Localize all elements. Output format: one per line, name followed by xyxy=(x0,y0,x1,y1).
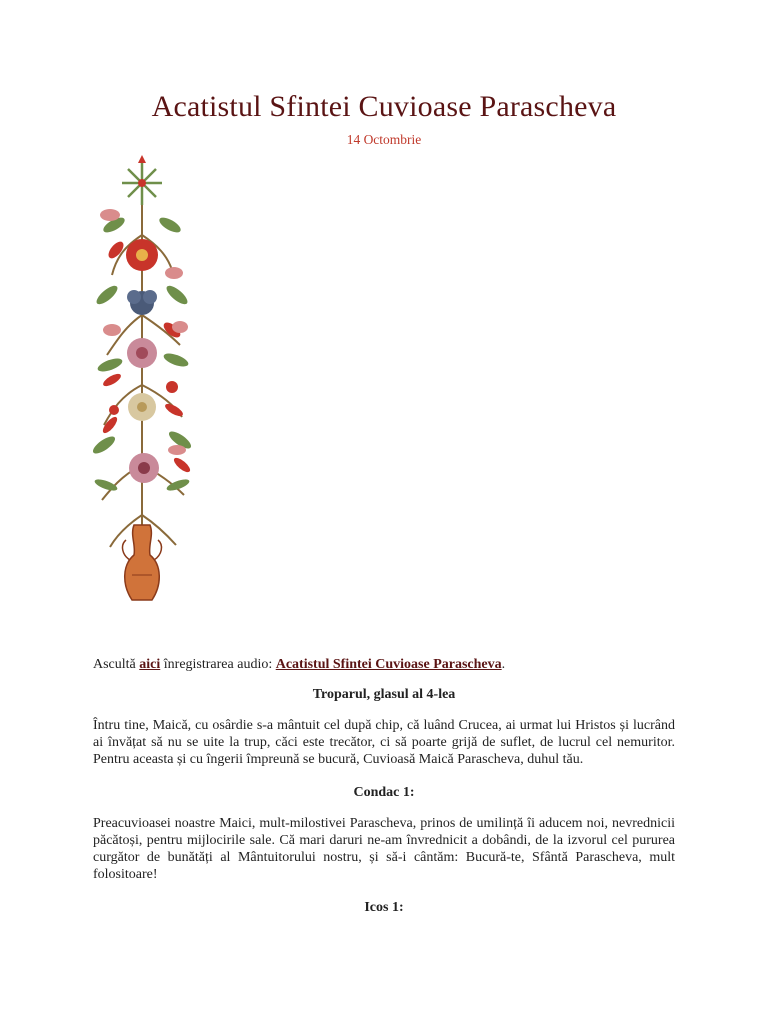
audio-line xyxy=(93,656,675,673)
flower-vase-ornament-icon xyxy=(92,155,192,605)
section-heading: Icos 1: xyxy=(364,900,404,915)
audio-middle: înregistrarea audio: xyxy=(160,657,276,672)
section-heading: Troparul, glasul al 4-lea xyxy=(312,687,456,702)
section-heading: Condac 1: xyxy=(353,785,415,800)
audio-suffix: . xyxy=(501,657,506,672)
audio-here-link[interactable]: aici xyxy=(139,657,161,672)
feast-date: 14 Octombrie xyxy=(346,132,422,147)
section-paragraph: Preacuvioasei noastre Maici, mult-milostivei Parascheva, prinos de umilință îi aducem noi, nevrednicii păcătoși, pentru mijlocirile sale. Că mari daruri ne-am învrednicit a dobândi, de la izvorul cel pururea curgător de bunătăți al Mântuitorului nostru, și să-i cântăm: Bucură-te, Sfântă Parascheva, mult folositoare! xyxy=(93,816,675,882)
audio-title-link[interactable]: Acatistul Sfintei Cuvioase Parascheva xyxy=(275,657,502,672)
document-body xyxy=(93,656,675,930)
section-paragraph: Întru tine, Maică, cu osârdie s-a mântuit cel după chip, că luând Crucea, ai urmat lui Hristos și lucrând ai învățat să nu se uite la trup, căci este trecător, ci să poarte grijă de suflet, de lucrul cel nemuritor. Pentru aceasta și cu îngerii împreună se bucură, Cuvioasă Maică Parascheva, duhul tău. xyxy=(93,718,675,767)
audio-prefix: Ascultă xyxy=(93,657,140,672)
page-title: Acatistul Sfintei Cuvioase Parascheva xyxy=(151,90,617,123)
